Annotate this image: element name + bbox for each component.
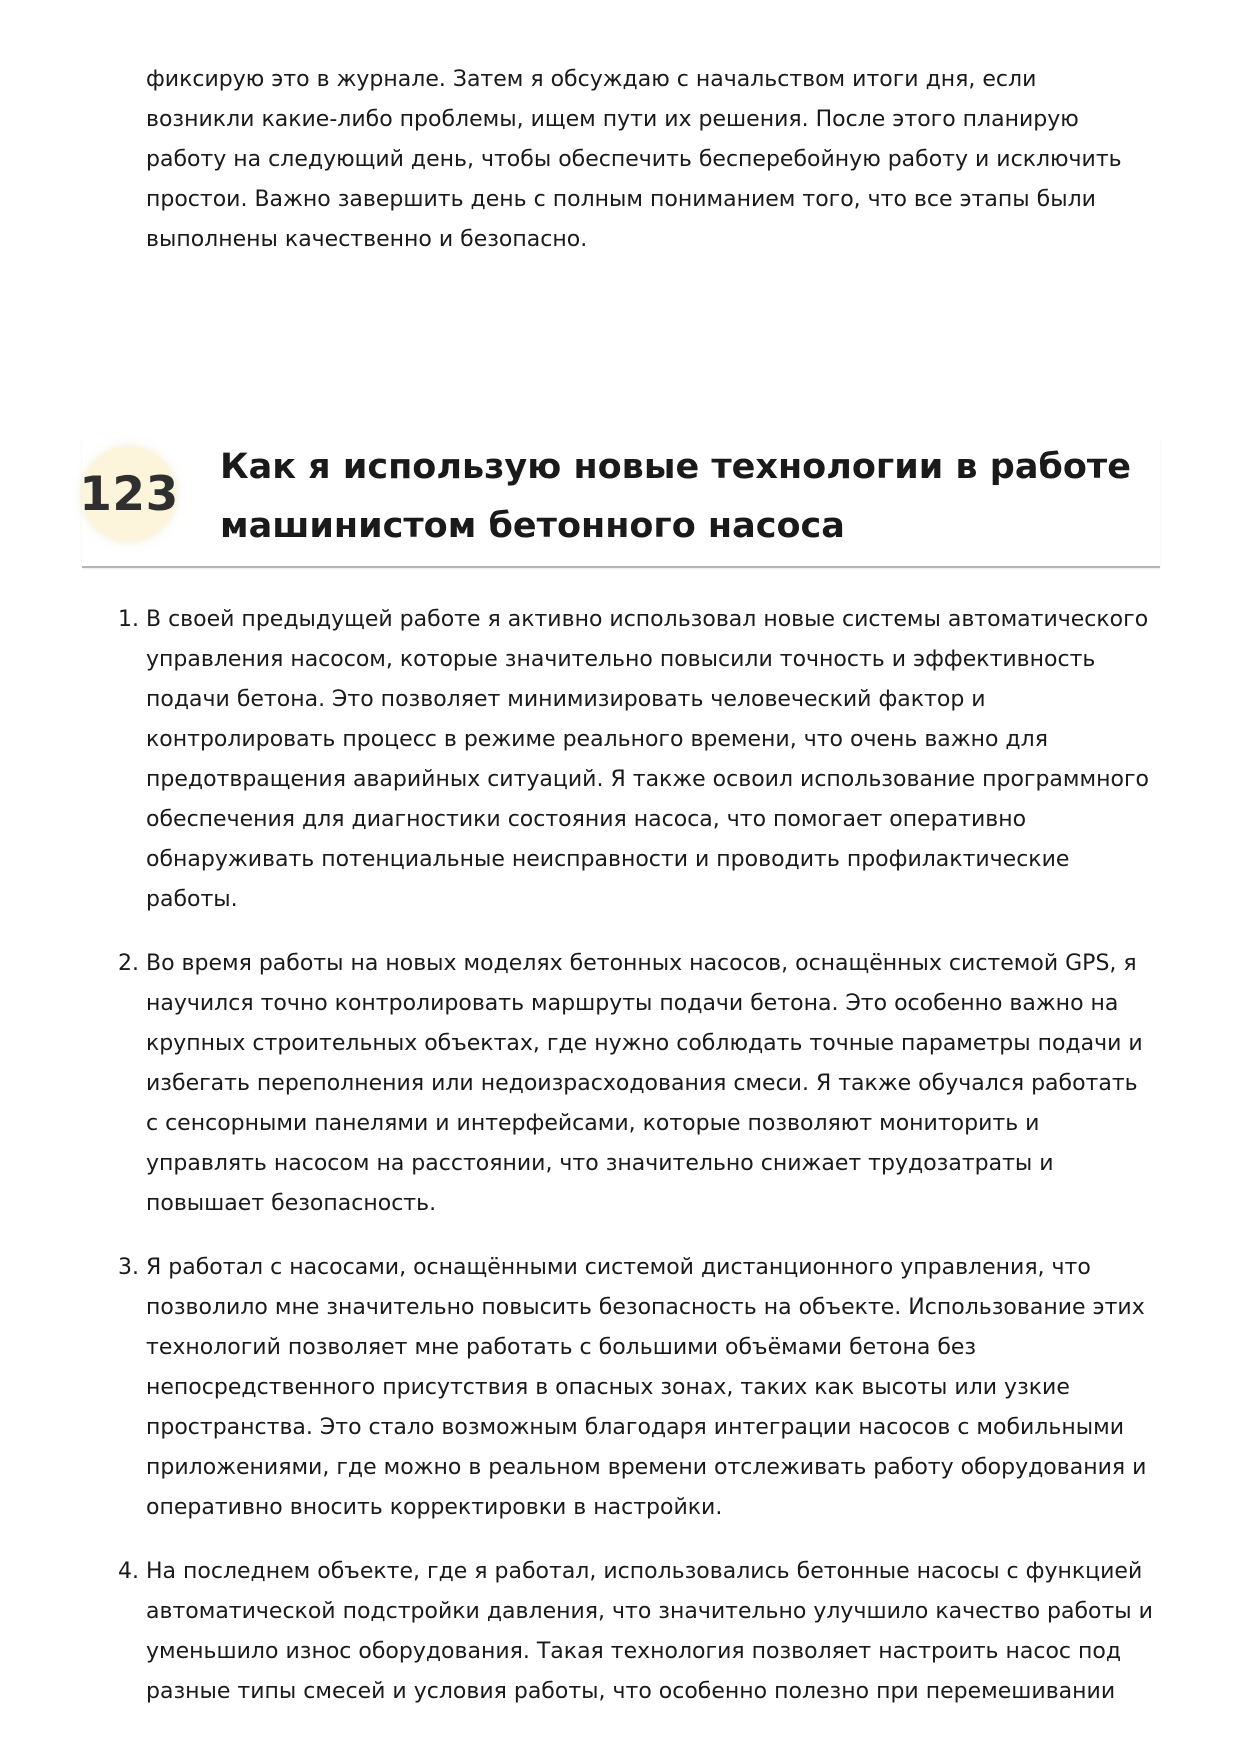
section-header: [79, 438, 1160, 568]
section-title: Как я использую новые технологии в работе машинистом бетонного насоса: [220, 447, 1131, 546]
list-item-text: Я работал с насосами, оснащёнными системой дистанционного управления, что позволило мне значительно повысить безопасность на объекте. Использование этих технологий позволяет мне работать с большими объёмами бетона без непосредственного присутствия в опасных зонах, таких как высоты или узкие пространства. Это стало возможным благодаря интеграции насосов с мобильными приложениями, где можно в реальном времени отслеживать работу оборудования и оперативно вносить корректировки в настройки.: [146, 1255, 1147, 1520]
list-item-text: На последнем объекте, где я работал, использовались бетонные насосы с функцией автоматической подстройки давления, что значительно улучшило качество работы и уменьшило износ оборудования. Такая технология позволяет настроить насос под разные типы смесей и условия работы, что особенно полезно при перемешивании: [146, 1559, 1153, 1704]
list-item-number: 2.: [118, 951, 139, 976]
list-item: [118, 1248, 1156, 1528]
list-item: [118, 1552, 1156, 1712]
numbered-list: [118, 600, 1156, 1736]
list-item-number: 4.: [118, 1559, 139, 1584]
section-number-badge: 123: [82, 447, 176, 541]
list-item-number: 3.: [118, 1255, 139, 1280]
list-item: [118, 944, 1156, 1224]
list-item-text: В своей предыдущей работе я активно использовал новые системы автоматического управления насосом, которые значительно повысили точность и эффективность подачи бетона. Это позволяет минимизировать человеческий фактор и контролировать процесс в режиме реального времени, что очень важно для предотвращения аварийных ситуаций. Я также освоил использование программного обеспечения для диагностики состояния насоса, что помогает оперативно обнаруживать потенциальные неисправности и проводить профилактические работы.: [146, 607, 1149, 912]
list-item-number: 1.: [118, 607, 139, 632]
list-item-text: Во время работы на новых моделях бетонных насосов, оснащённых системой GPS, я научился точно контролировать маршруты подачи бетона. Это особенно важно на крупных строительных объектах, где нужно соблюдать точные параметры подачи и избегать переполнения или недоизрасходования смеси. Я также обучался работать с сенсорными панелями и интерфейсами, которые позволяют мониторить и управлять насосом на расстоянии, что значительно снижает трудозатраты и повышает безопасность.: [146, 951, 1143, 1216]
intro-paragraph: фиксирую это в журнале. Затем я обсуждаю с начальством итоги дня, если возникли какие-либо проблемы, ищем пути их решения. После этого планирую работу на следующий день, чтобы обеспечить бесперебойную работу и исключить простои. Важно завершить день с полным пониманием того, что все этапы были выполнены качественно и безопасно.: [146, 67, 1122, 252]
list-item: [118, 600, 1156, 920]
